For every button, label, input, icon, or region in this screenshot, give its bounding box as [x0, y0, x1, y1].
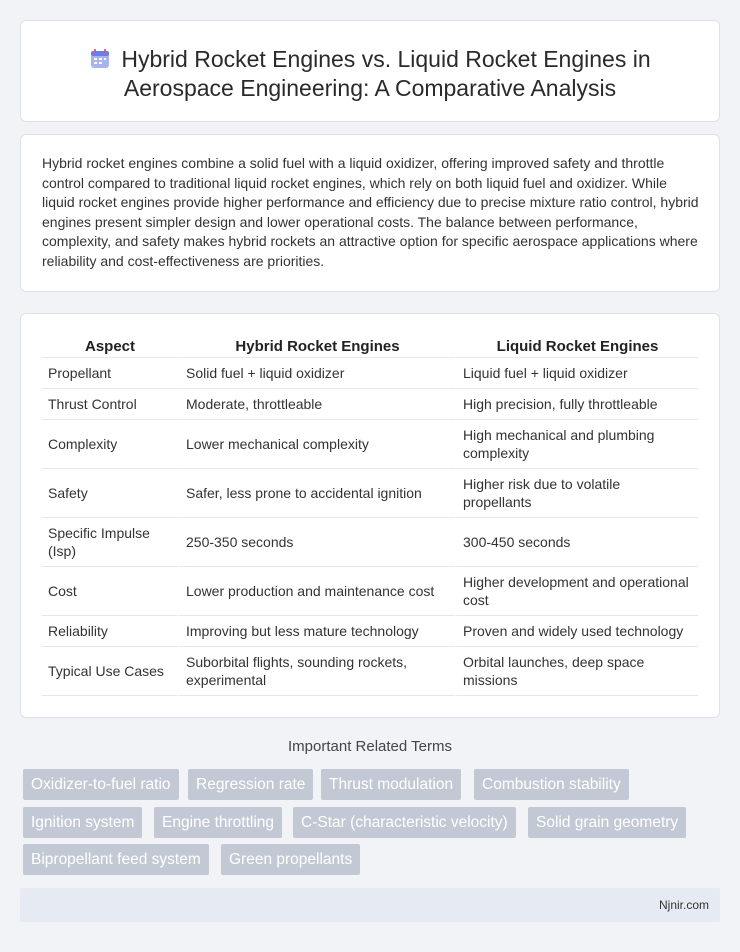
cell-aspect: Safety [42, 469, 178, 518]
tag-thrust-modulation[interactable]: Thrust modulation [321, 769, 461, 800]
tag-bipropellant-feed-system[interactable]: Bipropellant feed system [23, 844, 209, 875]
table-row [42, 358, 698, 389]
cell-aspect: Specific Impulse (Isp) [42, 518, 178, 567]
header-aspect: Aspect [42, 334, 178, 358]
cell-hybrid: Solid fuel + liquid oxidizer [178, 358, 455, 389]
calendar-icon [89, 48, 111, 70]
tag-regression-rate[interactable]: Regression rate [188, 769, 313, 800]
footer-site[interactable]: Njnir.com [658, 898, 709, 912]
table-row [42, 420, 698, 469]
title-card [20, 20, 720, 122]
related-terms-heading: Important Related Terms [288, 738, 452, 755]
tag-green-propellants[interactable]: Green propellants [221, 844, 360, 875]
table-header-row [42, 334, 698, 358]
tag-solid-grain-geometry[interactable]: Solid grain geometry [528, 807, 686, 838]
page-title [21, 45, 719, 103]
table-row [42, 616, 698, 647]
cell-hybrid: Improving but less mature technology [178, 616, 455, 647]
cell-liquid: Orbital launches, deep space missions [455, 647, 698, 696]
cell-hybrid: Lower production and maintenance cost [178, 567, 455, 616]
cell-aspect: Propellant [42, 358, 178, 389]
cell-liquid: Higher risk due to volatile propellants [455, 469, 698, 518]
header-liquid: Liquid Rocket Engines [455, 334, 698, 358]
tag-oxidizer-to-fuel-ratio[interactable]: Oxidizer-to-fuel ratio [23, 769, 179, 800]
table-row [42, 469, 698, 518]
cell-hybrid: Suborbital flights, sounding rockets, experimental [178, 647, 455, 696]
cell-liquid: 300-450 seconds [455, 518, 698, 567]
table-row [42, 647, 698, 696]
cell-liquid: Higher development and operational cost [455, 567, 698, 616]
cell-liquid: Proven and widely used technology [455, 616, 698, 647]
tag-ignition-system[interactable]: Ignition system [23, 807, 142, 838]
comparison-table-card [20, 313, 720, 718]
cell-hybrid: Safer, less prone to accidental ignition [178, 469, 455, 518]
cell-liquid: Liquid fuel + liquid oxidizer [455, 358, 698, 389]
title-line-1: Hybrid Rocket Engines vs. Liquid Rocket Engines in [121, 46, 651, 72]
title-line-2: Aerospace Engineering: A Comparative Analysis [123, 75, 617, 101]
tag-engine-throttling[interactable]: Engine throttling [154, 807, 282, 838]
comparison-table [42, 334, 698, 696]
cell-aspect: Typical Use Cases [42, 647, 178, 696]
intro-paragraph: Hybrid rocket engines combine a solid fuel with a liquid oxidizer, offering improved safety and throttle control compared to traditional liquid rocket engines, which rely on both liquid fuel and oxidizer. While liquid rocket engines provide higher performance and efficiency due to precise mixture ratio control, hybrid engines present simpler design and lower operational costs. The balance between performance, complexity, and safety makes hybrid rockets an attractive option for specific aerospace applications where reliability and cost-effectiveness are priorities. [42, 155, 699, 269]
cell-liquid: High precision, fully throttleable [455, 389, 698, 420]
header-hybrid: Hybrid Rocket Engines [178, 334, 455, 358]
cell-aspect: Reliability [42, 616, 178, 647]
tag-combustion-stability[interactable]: Combustion stability [474, 769, 629, 800]
cell-hybrid: Moderate, throttleable [178, 389, 455, 420]
cell-hybrid: Lower mechanical complexity [178, 420, 455, 469]
cell-liquid: High mechanical and plumbing complexity [455, 420, 698, 469]
table-row [42, 518, 698, 567]
table-row [42, 389, 698, 420]
table-row [42, 567, 698, 616]
cell-hybrid: 250-350 seconds [178, 518, 455, 567]
footer [20, 888, 720, 922]
cell-aspect: Cost [42, 567, 178, 616]
cell-aspect: Complexity [42, 420, 178, 469]
intro-card [20, 134, 720, 292]
cell-aspect: Thrust Control [42, 389, 178, 420]
tag-c-star[interactable]: C-Star (characteristic velocity) [293, 807, 516, 838]
